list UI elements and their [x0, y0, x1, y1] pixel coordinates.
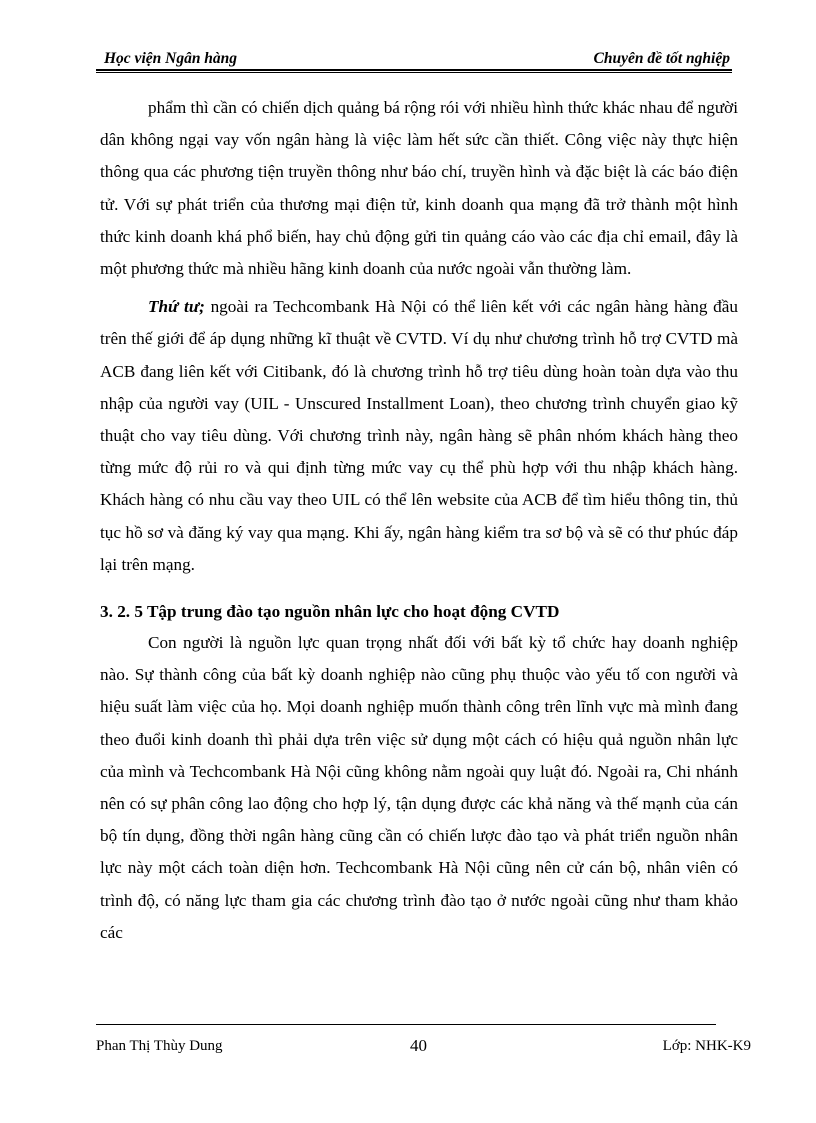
header-rule [96, 72, 732, 73]
paragraph-1-text: phẩm thì cần có chiến dịch quảng bá rộng rói với nhiều hình thức khác nhau để người dân không ngại vay vốn ngân hàng là việc làm hết sức cần thiết. Công việc này thực hiện thông qua các phương tiện truyền thông như báo chí, truyền hình và đặc biệt là các báo điện tử. Với sự phát triển của thương mại điện tử, kinh doanh qua mạng đã trở thành một hình thức kinh doanh khá phổ biến, hay chủ động gửi tin quảng cáo vào các địa chỉ email, đây là một phương thức mà nhiều hãng kinh doanh của nước ngoài vẫn thường làm. [100, 98, 738, 279]
paragraph-3: Con người là nguồn lực quan trọng nhất đối với bất kỳ tổ chức hay doanh nghiệp nào. Sự thành công của bất kỳ doanh nghiệp nào cũng phụ thuộc vào yếu tố con người và hiệu suất làm việc của họ. Mọi doanh nghiệp muốn thành công trên lĩnh vực mà mình đang theo đuổi kinh doanh thì phải dựa trên việc sử dụng một cách có hiệu quả nguồn nhân lực của mình và Techcombank Hà Nội cũng không nằm ngoài quy luật đó. Ngoài ra, Chi nhánh nên có sự phân công lao động cho hợp lý, tận dụng được các khả năng và thế mạnh của cán bộ tín dụng, đồng thời ngân hàng cũng cần có chiến lược đào tạo và phát triển nguồn nhân lực này một cách toàn diện hơn. Techcombank Hà Nội cũng nên cử cán bộ, nhân viên có trình độ, có năng lực tham gia các chương trình đào tạo ở nước ngoài cũng như tham khảo các [100, 633, 738, 942]
page-header [96, 47, 732, 71]
page-number: 40 [410, 1036, 427, 1055]
header-institution: Học viện Ngân hàng [104, 50, 238, 67]
paragraph-lead: Thứ tư; [148, 297, 205, 317]
footer-author: Phan Thị Thùy Dung [96, 1038, 223, 1054]
footer-rule [96, 1024, 716, 1025]
footer-class: Lớp: NHK-K9 [662, 1038, 751, 1054]
paragraph-2-text: ngoài ra Techcombank Hà Nội có thể liên kết với các ngân hàng hàng đầu trên thế giới để áp dụng những kĩ thuật về CVTD. Ví dụ như chương trình hỗ trợ CVTD mà ACB đang liên kết với Citibank, đó là chương trình hỗ trợ tiêu dùng hoàn toàn dựa vào thu nhập của người vay (UIL - Unscured Installment Loan), theo chương trình chuyển giao kỹ thuật cho vay tiêu dùng. Với chương trình này, ngân hàng sẽ phân nhóm khách hàng theo từng mức độ rủi ro và qui định từng mức vay cụ thể phù hợp với thu nhập khách hàng. Khách hàng có nhu cầu vay theo UIL có thể lên website của ACB để tìm hiểu thông tin, thủ tục hồ sơ và đăng ký vay qua mạng. Khi ấy, ngân hàng kiểm tra sơ bộ và sẽ có thư phúc đáp lại trên mạng. [100, 297, 738, 574]
header-document-type: Chuyên đề tốt nghiệp [593, 50, 730, 67]
section-heading: 3. 2. 5 Tập trung đào tạo nguồn nhân lực cho hoạt động CVTD [100, 602, 560, 622]
paragraph-thu-tu [100, 291, 738, 581]
paragraph-continued [100, 92, 738, 285]
page-body [100, 92, 738, 949]
